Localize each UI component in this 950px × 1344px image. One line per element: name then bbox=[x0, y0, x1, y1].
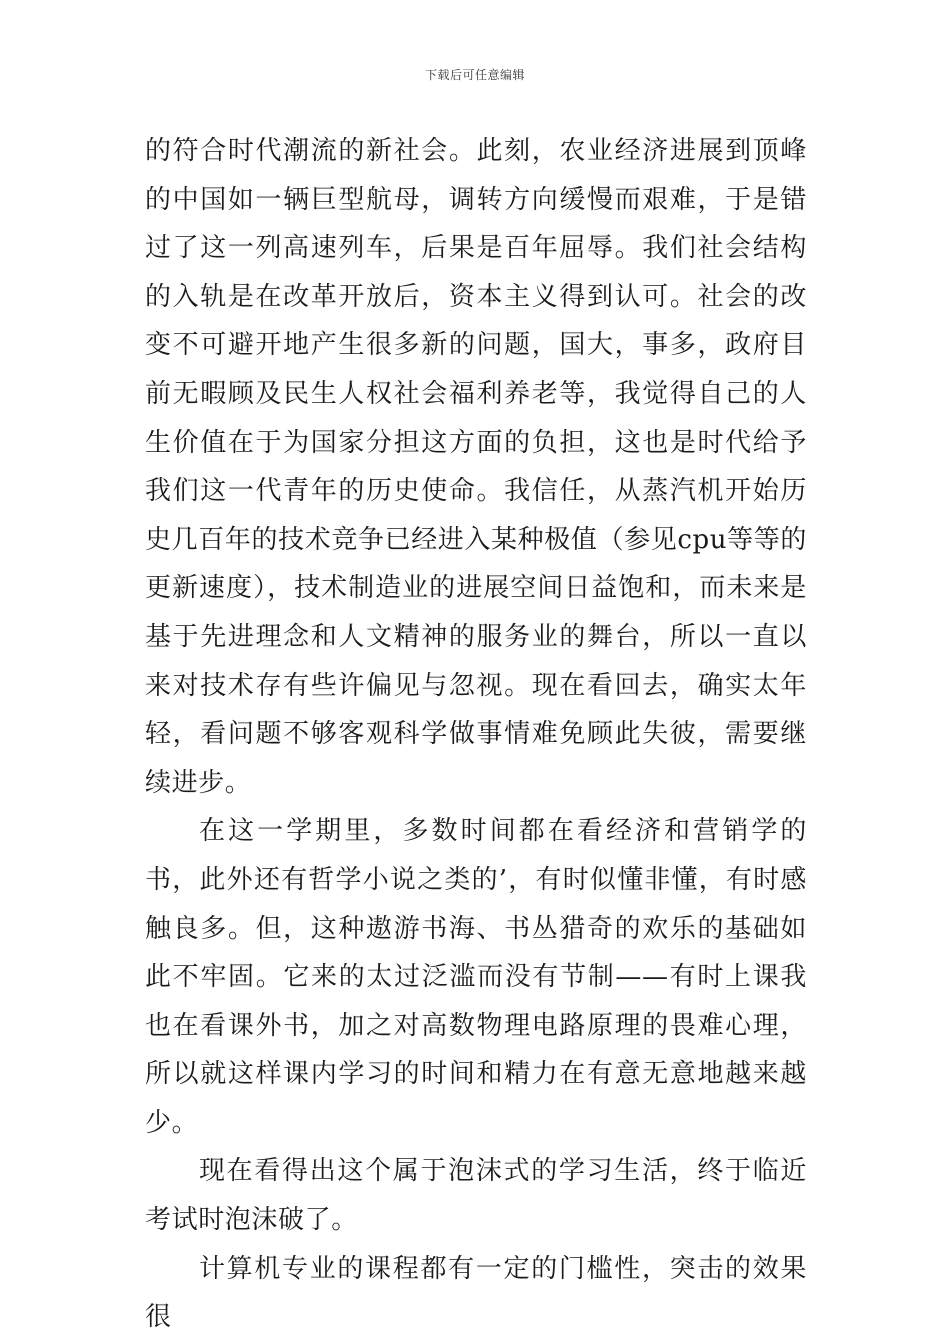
document-body bbox=[145, 127, 807, 1342]
paragraph-1: 的符合时代潮流的新社会。此刻，农业经济进展到顶峰的中国如一辆巨型航母，调转方向缓慢而艰难，于是错过了这一列高速列车，后果是百年屈辱。我们社会结构的入轨是在改革开放后，资本主义得到认可。社会的改变不可避开地产生很多新的问题，国大，事多，政府目前无暇顾及民生人权社会福利养老等，我觉得自己的人生价值在于为国家分担这方面的负担，这也是时代给予我们这一代青年的历史使命。我信任，从蒸汽机开始历史几百年的技术竞争已经进入某种极值（参见cpu等等的更新速度），技术制造业的进展空间日益饱和，而未来是基于先进理念和人文精神的服务业的舞台，所以一直以来对技术存有些许偏见与忽视。现在看回去，确实太年轻，看问题不够客观科学做事情难免顾此失彼，需要继续进步。 bbox=[145, 136, 807, 798]
paragraph-4: 计算机专业的课程都有一定的门槛性，突击的效果很 bbox=[145, 1253, 807, 1333]
paragraph-2: 在这一学期里，多数时间都在看经济和营销学的书，此外还有哲学小说之类的’，有时似懂非懂，有时感触良多。但，这种遨游书海、书丛猎奇的欢乐的基础如此不牢固。它来的太过泛滥而没有节制——有时上课我也在看课外书，加之对高数物理电路原理的畏难心理，所以就这样课内学习的时间和精力在有意无意地越来越少。 bbox=[145, 816, 807, 1138]
page-header: 下载后可任意编辑 bbox=[424, 68, 525, 82]
paragraph-3: 现在看得出这个属于泡沫式的学习生活，终于临近考试时泡沫破了。 bbox=[145, 1156, 807, 1236]
